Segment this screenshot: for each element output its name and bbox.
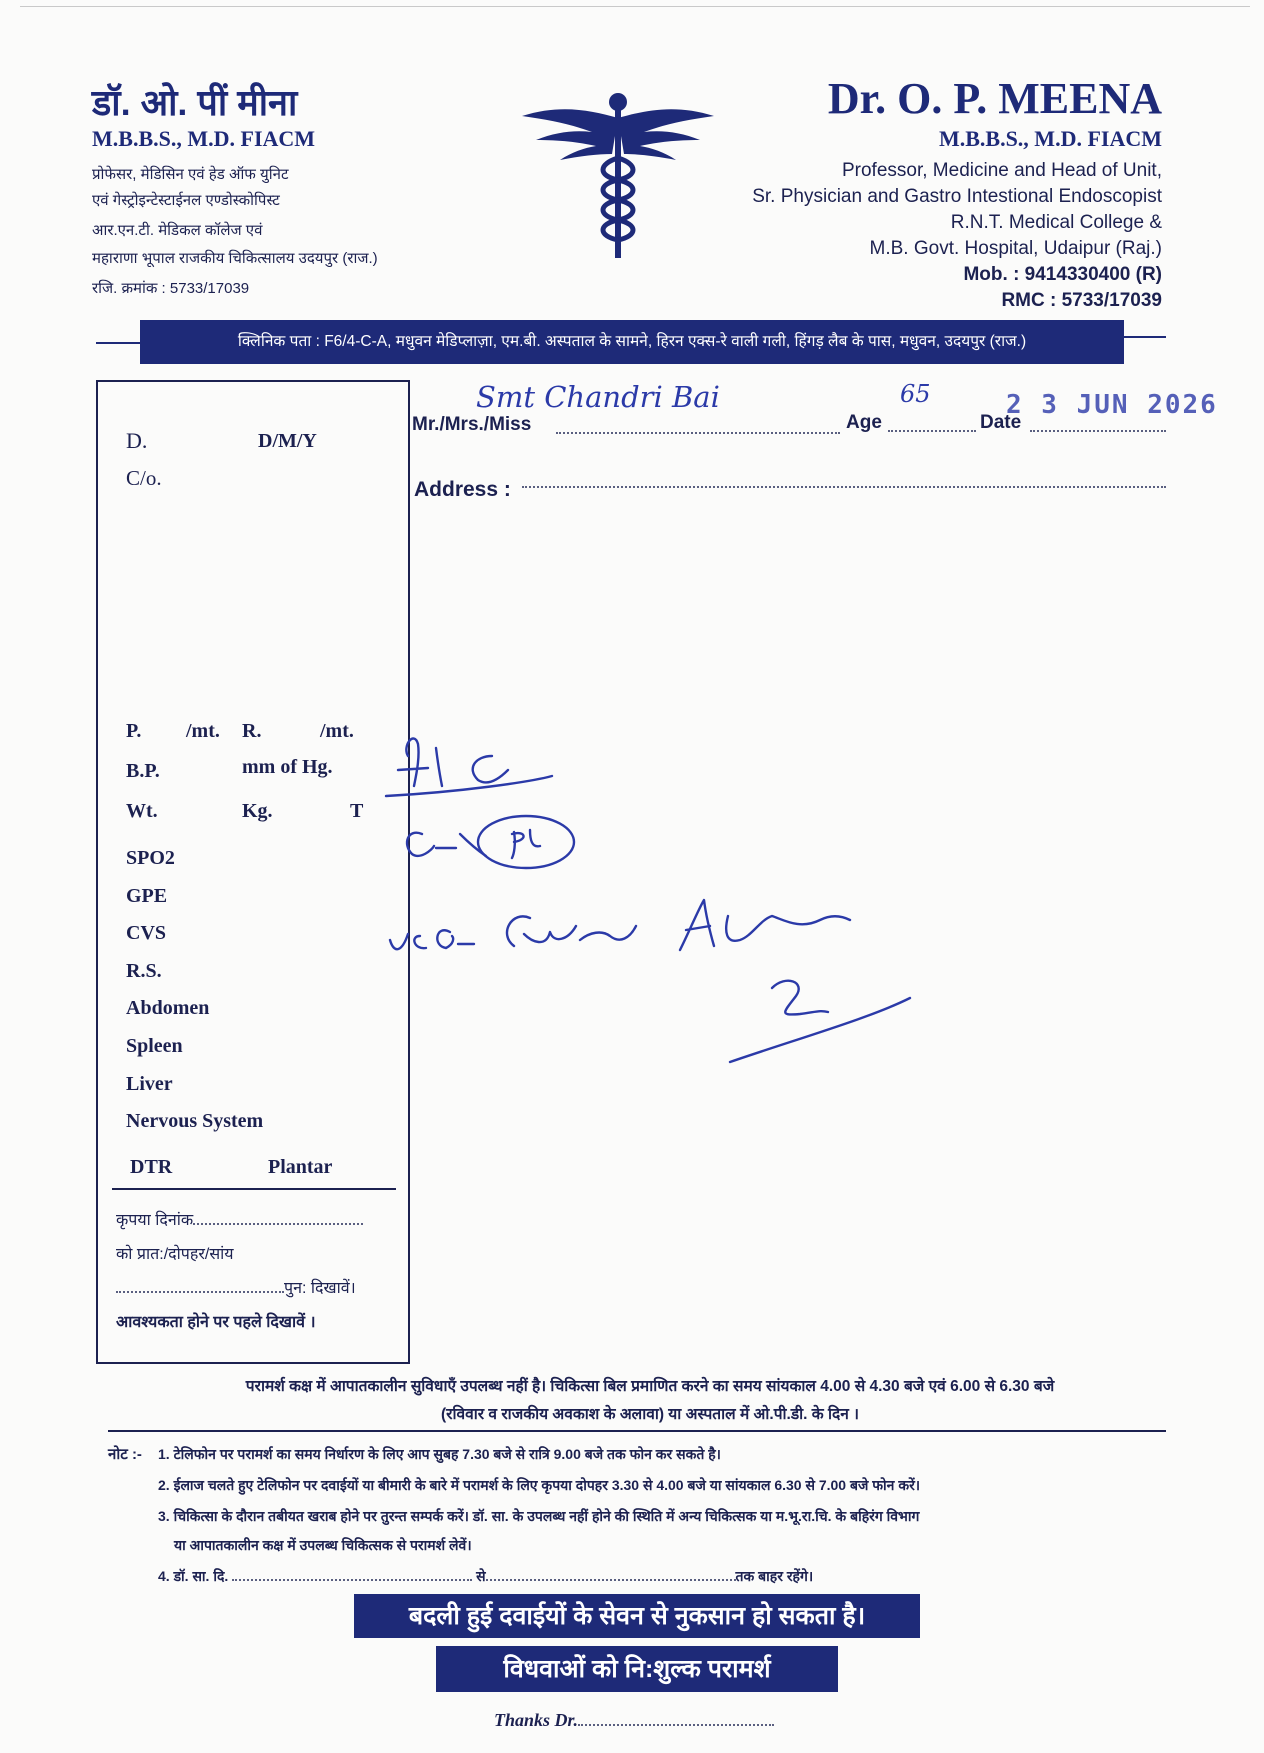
thanks-label: Thanks Dr.: [494, 1710, 579, 1730]
exam-item-spleen: Spleen: [126, 1034, 183, 1057]
followup-revisit-row: [116, 1276, 356, 1298]
prescription-ink: [380, 720, 1080, 1100]
age-label: Age: [846, 412, 882, 433]
weight-label: Wt.: [126, 800, 158, 822]
plantar-label: Plantar: [268, 1156, 333, 1178]
exam-item-liver: Liver: [126, 1072, 173, 1095]
followup-time-label: को प्रात:/दोपहर/सांय: [116, 1246, 234, 1263]
band-rule-left: [96, 342, 140, 344]
d-label: D.: [126, 428, 148, 453]
clinical-findings-box: [96, 380, 410, 1364]
header-left-line4: महाराणा भूपाल राजकीय चिकित्सालय उदयपुर (राज.): [92, 250, 378, 267]
followup-early-label: आवश्यकता होने पर पहले दिखावें ।: [116, 1314, 316, 1331]
temp-label: T: [350, 800, 364, 822]
note-2: 2. ईलाज चलते हुए टेलिफोन पर दवाईयों या बीमारी के बारे में परामर्श के लिए कृपया दोपहर 3.30 से 4.00 बजे या सांयकाल 6.30 से 7.00 बजे फोन करें।: [158, 1477, 921, 1493]
followup-time-blank[interactable]: [116, 1291, 284, 1293]
notes-block: [108, 1444, 1178, 1586]
date-stamp: 2 3 JUN 2026: [1006, 390, 1218, 420]
doctor-degrees: M.B.B.S., M.D. FIACM: [938, 126, 1162, 151]
date-label: Date: [980, 412, 1022, 433]
exam-item-cvs: CVS: [126, 922, 167, 945]
dmy-label: D/M/Y: [258, 430, 317, 452]
resp-unit: /mt.: [320, 720, 354, 742]
header-left: [92, 82, 492, 298]
header-right-line4: M.B. Govt. Hospital, Udaipur (Raj.): [869, 238, 1162, 259]
note-3b: या आपातकालीन कक्ष में उपलब्ध चिकित्सक से परामर्श लेवें।: [174, 1537, 472, 1553]
header-left-line1: प्रोफेसर, मेडिसिन एवं हेड ऑफ युनिट: [92, 166, 289, 183]
exam-item-spo2: SPO2: [126, 847, 175, 869]
bp-label: B.P.: [126, 760, 160, 782]
notice-rule: [108, 1430, 1166, 1432]
thanks-row: [494, 1710, 774, 1731]
co-label: C/o.: [126, 466, 162, 490]
followup-date-label: कृपया दिनांक: [116, 1212, 194, 1229]
header-right-line1: Professor, Medicine and Head of Unit,: [841, 160, 1162, 181]
notice-line-1: परामर्श कक्ष में आपातकालीन सुविधाएँ उपलब्ध नहीं है। चिकित्सा बिल प्रमाणित करने का समय सांयकाल 4.00 से 4.30 बजे एवं 6.00 से 6.30 बजे: [245, 1378, 1055, 1395]
top-rule: [20, 6, 1250, 7]
referring-doctor-blank[interactable]: [578, 1724, 774, 1726]
doctor-name-hindi: डॉ. ओ. पीं मीना: [92, 82, 298, 123]
registration-number: रजि. क्रमांक : 5733/17039: [92, 280, 250, 297]
notice-line-2: (रविवार व राजकीय अवकाश के अलावा) या अस्पताल में ओ.पी.डी. के दिन ।: [441, 1406, 859, 1423]
age-field[interactable]: [888, 430, 976, 432]
address-label: Address :: [414, 478, 511, 501]
notes-label: नोट :-: [108, 1446, 142, 1463]
exam-item-gpe: GPE: [126, 884, 168, 907]
doctor-degrees-hindi-side: M.B.B.S., M.D. FIACM: [92, 126, 316, 151]
header-right: [602, 74, 1162, 312]
mobile-number: Mob. : 9414330400 (R): [963, 264, 1162, 285]
weight-unit: Kg.: [242, 800, 273, 822]
exam-item-nervous-system: Nervous System: [126, 1110, 264, 1133]
handwritten-patient-name: Smt Chandri Bai: [476, 380, 720, 414]
address-field[interactable]: [522, 486, 1166, 488]
widows-free-consultation-banner: विधवाओं को नि:शुल्क परामर्श: [436, 1646, 838, 1692]
exam-list: [126, 840, 263, 1141]
header-left-line3: आर.एन.टी. मेडिकल कॉलेज एवं: [92, 222, 263, 239]
patient-name-field[interactable]: [556, 432, 840, 434]
note-1: 1. टेलिफोन पर परामर्श का समय निर्धारण के लिए आप सुबह 7.30 बजे से रात्रि 9.00 बजे तक फोन कर सकते है।: [158, 1446, 721, 1462]
followup-date-row: [116, 1208, 363, 1230]
away-from-date-blank[interactable]: [232, 1579, 472, 1581]
band-rule-right: [1124, 336, 1166, 338]
date-field[interactable]: [1030, 430, 1166, 432]
handwritten-age: 65: [900, 380, 931, 408]
note-3a: 3. चिकित्सा के दौरान तबीयत खराब होने पर तुरन्त सम्पर्क करें। डॉ. सा. के उपलब्ध नहीं होने की स्थिति में अन्य चिकित्सक या म.भू.रा.चि. के बहिरंग विभाग: [158, 1508, 920, 1524]
rmc-number: RMC : 5733/17039: [1001, 290, 1162, 311]
dtr-label: DTR: [130, 1156, 173, 1178]
patient-name-label: Mr./Mrs./Miss: [412, 414, 532, 435]
exam-item-rs: R.S.: [126, 959, 162, 982]
away-to-date-blank[interactable]: [486, 1579, 736, 1581]
warning-banner: बदली हुई दवाईयों के सेवन से नुकसान हो सकता है।: [354, 1594, 920, 1638]
resp-label: R.: [242, 720, 262, 742]
note-4-row: [158, 1567, 1178, 1586]
note-4-from: से: [476, 1568, 486, 1584]
header-left-line2: एवं गेस्ट्रोइन्टेस्टाईनल एण्डोस्कोपिस्ट: [92, 192, 280, 209]
followup-revisit-label: पुन: दिखावें।: [284, 1280, 356, 1297]
doctor-name: Dr. O. P. MEENA: [827, 74, 1162, 123]
pulse-unit: /mt.: [186, 720, 220, 742]
note-4-suffix: तक बाहर रहेंगे।: [735, 1568, 814, 1584]
box-divider: [112, 1188, 396, 1190]
bp-unit: mm of Hg.: [242, 756, 333, 778]
exam-item-abdomen: Abdomen: [126, 997, 210, 1020]
note-4-label: 4. डॉ. सा. दि.: [158, 1568, 229, 1584]
note-1-row: [108, 1444, 1178, 1464]
header-right-line3: R.N.T. Medical College &: [950, 212, 1162, 233]
clinic-address-band: क्लिनिक पता : F6/4-C-A, मधुवन मेडिप्लाज़ा, एम.बी. अस्पताल के सामने, हिरन एक्स-रे वाली गली, हिंगड़ लैब के पास, मधुवन, उदयपुर (राज.): [140, 320, 1124, 364]
prescription-area: [380, 720, 1080, 1100]
pulse-label: P.: [126, 720, 142, 742]
followup-date-blank[interactable]: [193, 1223, 363, 1225]
header-right-line2: Sr. Physician and Gastro Intestional Endoscopist: [752, 186, 1162, 207]
